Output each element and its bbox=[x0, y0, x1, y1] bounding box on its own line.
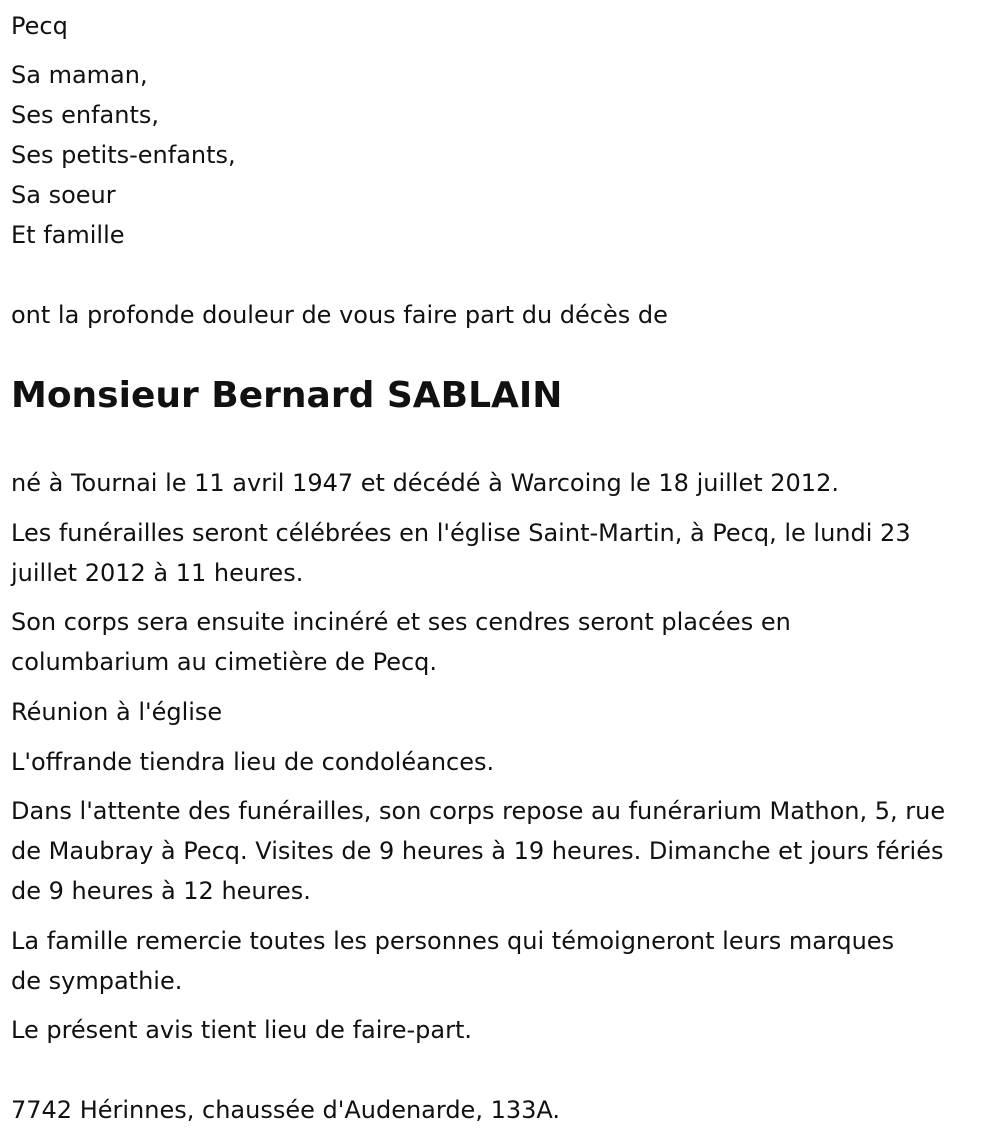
family-member: Sa soeur bbox=[11, 181, 116, 209]
deceased-name: Monsieur Bernard SABLAIN bbox=[11, 375, 563, 416]
cremation-text: Son corps sera ensuite incinéré et ses cendres seront placées en columbarium au cimetière de Pecq. bbox=[11, 608, 791, 676]
meeting-text: Réunion à l'église bbox=[11, 698, 223, 726]
thanks-text: La famille remercie toutes les personnes qui témoigneront leurs marques de sympathie. bbox=[11, 927, 895, 995]
notice-text: Le présent avis tient lieu de faire-part. bbox=[11, 1016, 473, 1044]
address-text: 7742 Hérinnes, chaussée d'Audenarde, 133A. bbox=[11, 1096, 561, 1124]
family-list bbox=[11, 55, 236, 255]
birth-death-text: né à Tournai le 11 avril 1947 et décédé à Warcoing le 18 juillet 2012. bbox=[11, 469, 839, 497]
family-member: Ses petits-enfants, bbox=[11, 141, 236, 169]
funeral-text: Les funérailles seront célébrées en l'église Saint-Martin, à Pecq, le lundi 23 juillet 2012 à 11 heures. bbox=[11, 519, 911, 587]
visitation-text: Dans l'attente des funérailles, son corps repose au funérarium Mathon, 5, rue de Maubray à Pecq. Visites de 9 heures à 19 heures. Dimanche et jours fériés de 9 heures à 12 heures. bbox=[11, 797, 946, 905]
family-member: Et famille bbox=[11, 221, 125, 249]
family-member: Sa maman, bbox=[11, 61, 148, 89]
location-heading: Pecq bbox=[11, 12, 68, 40]
family-member: Ses enfants, bbox=[11, 101, 160, 129]
intro-text: ont la profonde douleur de vous faire part du décès de bbox=[11, 301, 668, 329]
offering-text: L'offrande tiendra lieu de condoléances. bbox=[11, 748, 495, 776]
